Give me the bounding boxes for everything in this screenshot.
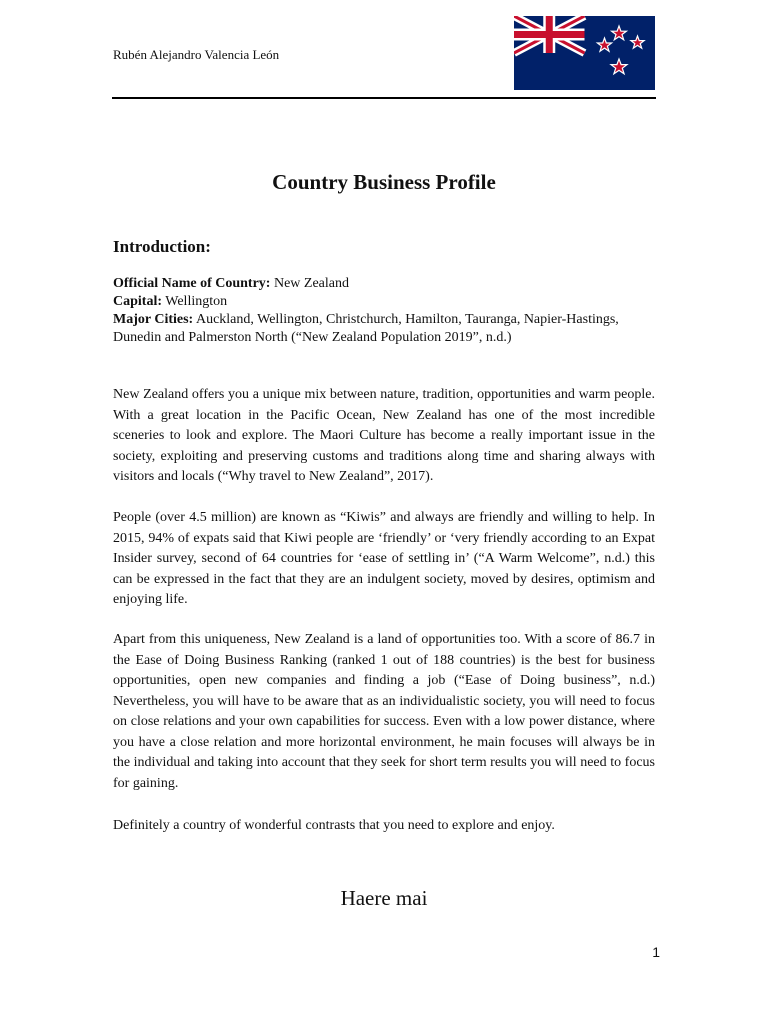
closing-greeting: Haere mai xyxy=(340,886,428,910)
introduction-heading: Introduction: xyxy=(113,237,211,256)
paragraph-4: Definitely a country of wonderful contrasts that you need to explore and enjoy. xyxy=(113,818,555,833)
document-title: Country Business Profile xyxy=(272,170,496,194)
major-cities-row xyxy=(113,311,658,347)
capital-row xyxy=(113,293,658,311)
paragraph-3: Apart from this uniqueness, New Zealand is a land of opportunities too. With a score of 86.7 in the Ease of Doing Business Ranking (ranked 1 out of 188 countries) is the best for business opportunities, open new companies and finding a job (“Ease of Doing business”, n.d.) Nevertheless, you will have to be aware that as an individualistic society, you will need to focus on close relations and your own capabilities for success. Even with a low power distance, where you have a close relation and more horizontal environment, he main focuses will always be in the individual and taking into account that they seek for short term results you will need to focus for gaining. xyxy=(113,632,655,791)
page-number: 1 xyxy=(652,944,660,960)
official-name-row xyxy=(113,275,658,293)
major-cities-value: Auckland, Wellington, Christchurch, Hamilton, Tauranga, Napier-Hastings, Dunedin and Palmerston North (“New Zealand Population 2019”, n.d.) xyxy=(113,312,619,345)
header-divider xyxy=(112,97,656,99)
official-name-value: New Zealand xyxy=(273,276,349,291)
country-facts xyxy=(113,275,658,347)
author-name: Rubén Alejandro Valencia León xyxy=(113,47,280,62)
new-zealand-flag-icon xyxy=(514,16,655,90)
capital-label: Capital: xyxy=(113,294,162,309)
capital-value: Wellington xyxy=(165,294,228,309)
major-cities-label: Major Cities: xyxy=(113,312,194,327)
official-name-label: Official Name of Country: xyxy=(113,276,271,291)
paragraph-2: People (over 4.5 million) are known as “Kiwis” and always are friendly and willing to help. In 2015, 94% of expats said that Kiwi people are ‘friendly’ or ‘very friendly according to an Expat Insider survey, second of 64 countries for ‘ease of settling in’ (“A Warm Welcome”, n.d.) this can be expressed in the fact that they are an indulgent society, moved by desires, optimism and enjoying life. xyxy=(113,510,655,607)
paragraph-1: New Zealand offers you a unique mix between nature, tradition, opportunities and warm people. With a great location in the Pacific Ocean, New Zealand has one of the most incredible sceneries to look and explore. The Maori Culture has become a really important issue in the society, exploiting and preserving customs and traditions along time and sharing always with visitors and locals (“Why travel to New Zealand”, 2017). xyxy=(113,387,655,484)
